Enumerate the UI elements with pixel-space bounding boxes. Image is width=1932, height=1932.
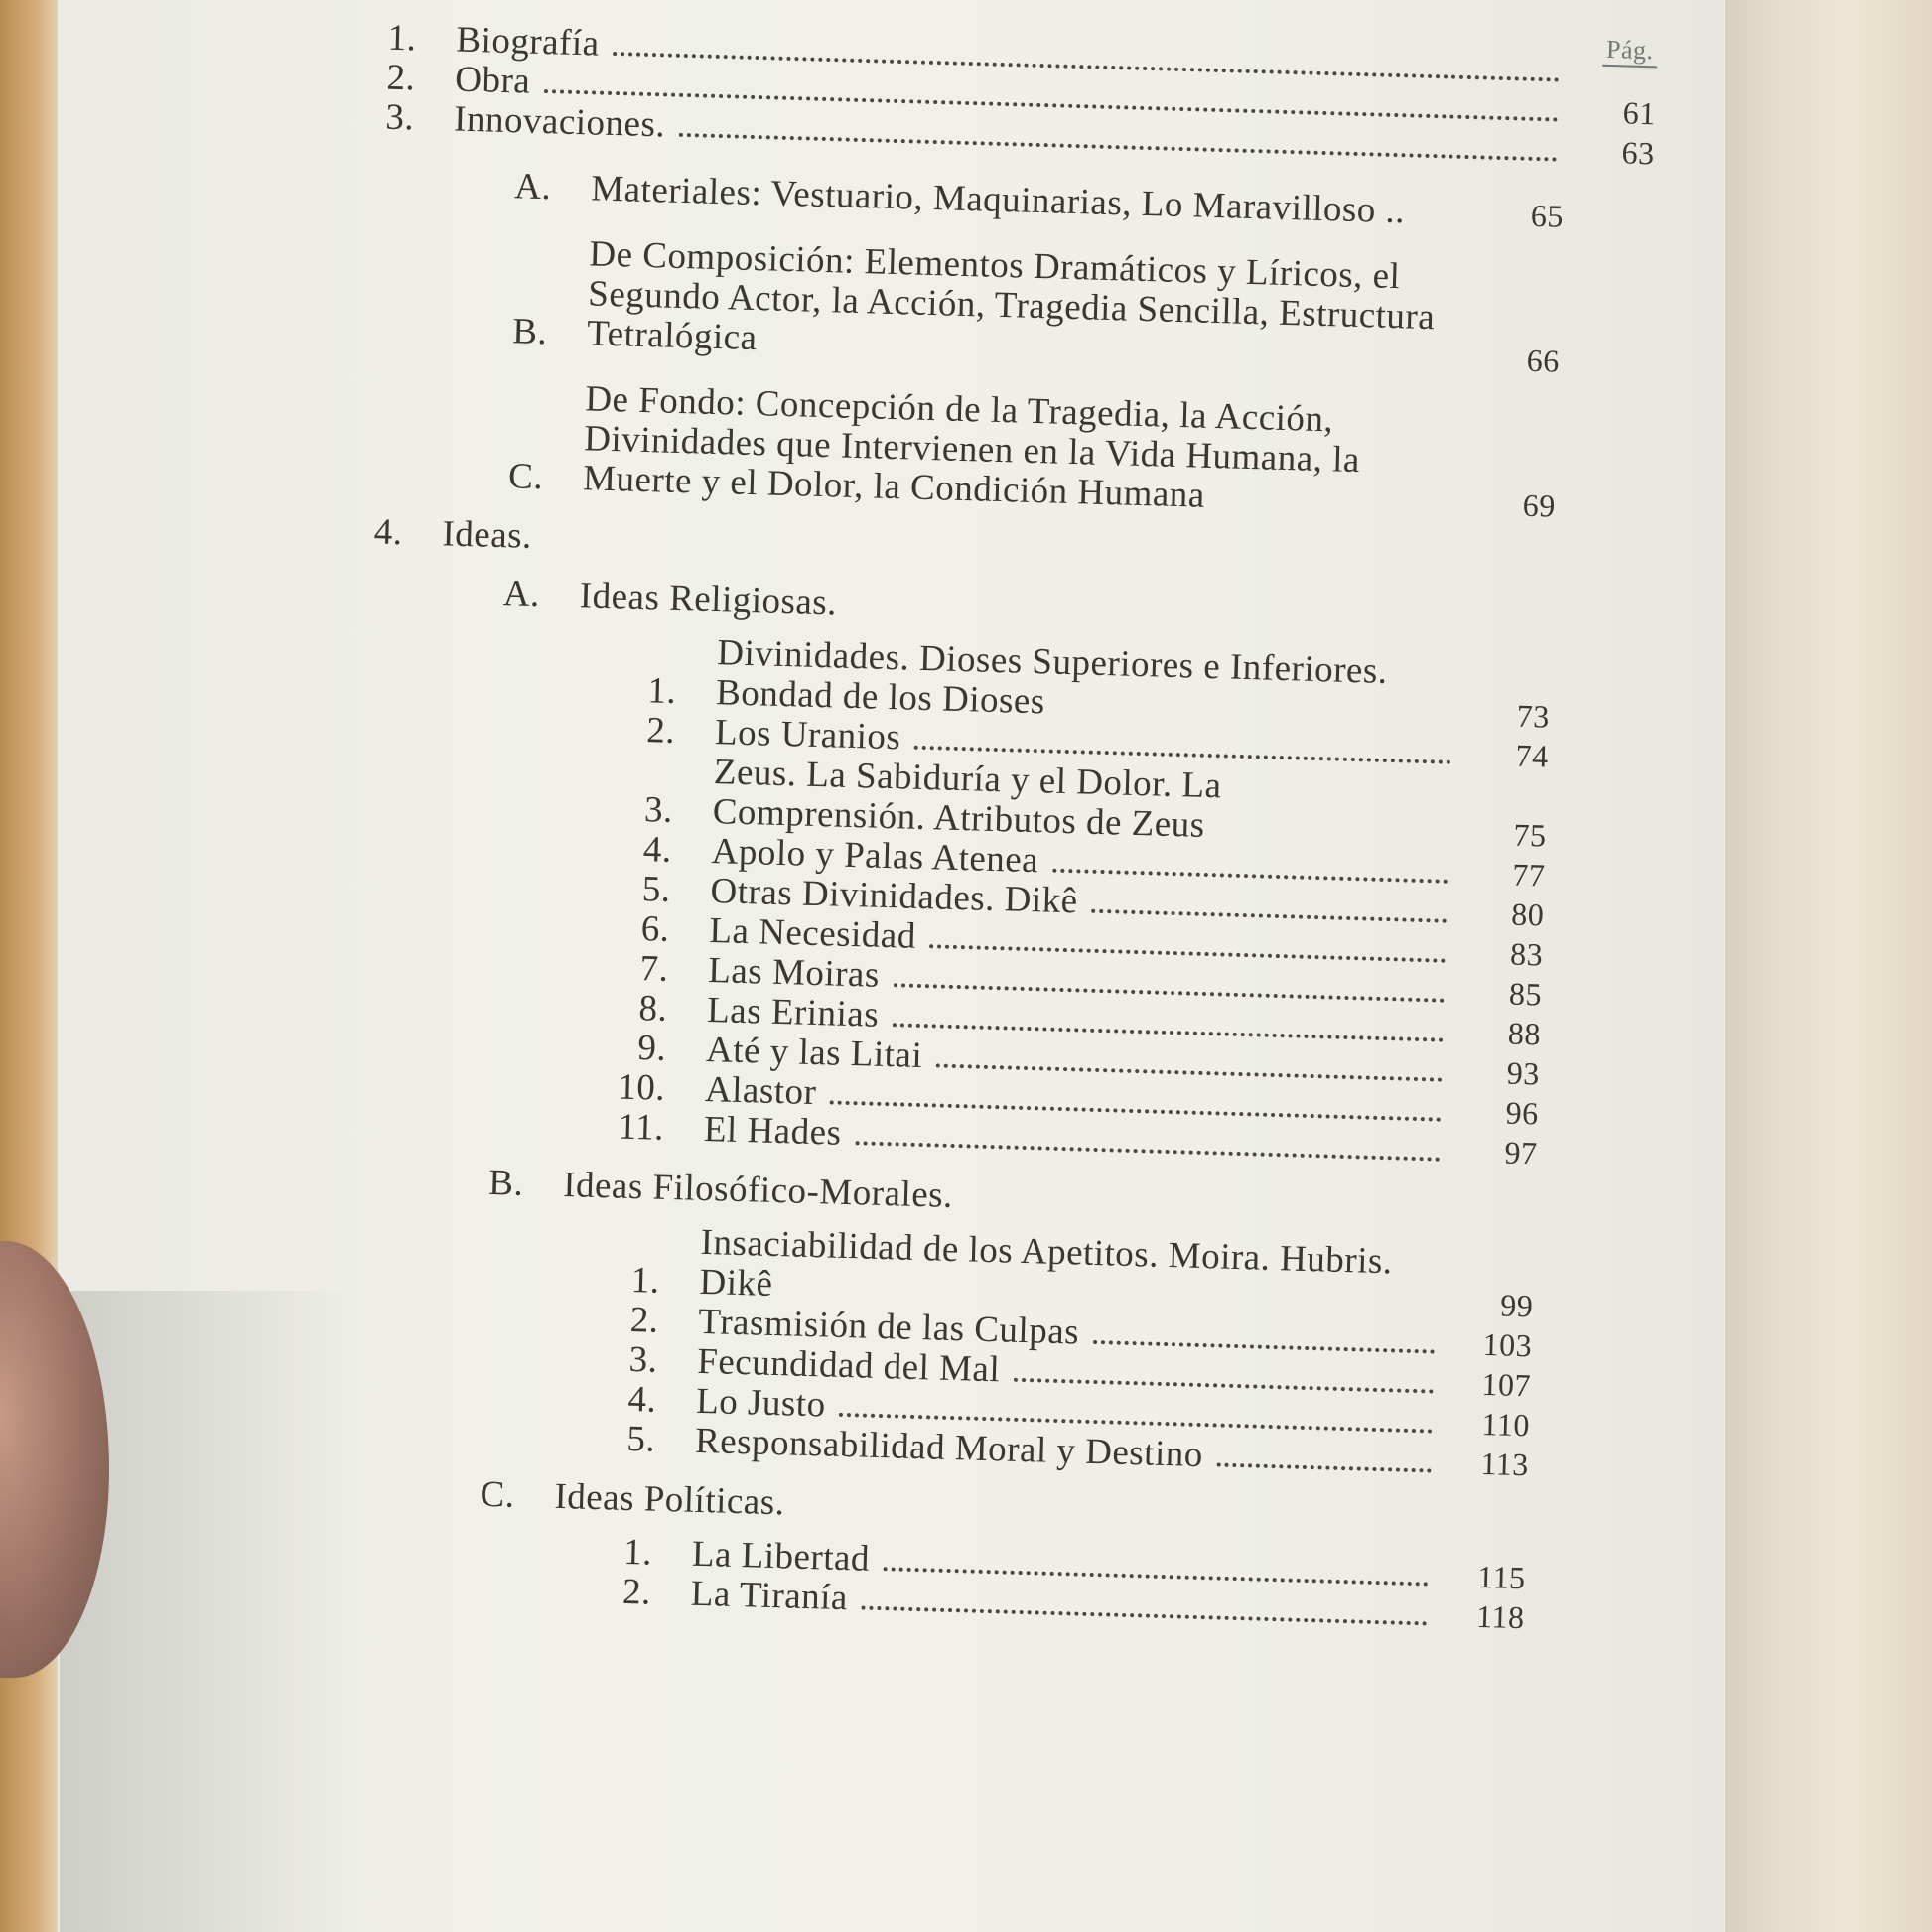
toc-entry-title <box>442 514 1555 585</box>
toc-entry-title-text: Alastor <box>704 1068 817 1114</box>
toc-entry-title-text: El Hades <box>703 1108 843 1154</box>
toc-entry-page: 115 <box>1476 1558 1527 1596</box>
toc-entry-number: A. <box>513 166 552 208</box>
toc-entry-title <box>563 1166 1448 1230</box>
toc-entry-title-text: Responsabilidad Moral y Destino <box>694 1420 1204 1476</box>
toc-entry-number: 11. <box>617 1106 665 1149</box>
toc-entry <box>408 229 1563 380</box>
toc-entry-title-text: Ideas. <box>441 513 533 557</box>
toc-entry-number: B. <box>511 311 548 353</box>
toc-entry-number: 3. <box>643 789 674 831</box>
toc-entry-number: 7. <box>639 948 669 990</box>
facing-page-edge <box>1725 0 1932 1932</box>
dot-leader <box>1014 1376 1434 1394</box>
toc-entry-number: 3. <box>628 1338 658 1381</box>
toc-entry-number: 4. <box>642 829 673 871</box>
toc-entry-page: 65 <box>1530 197 1565 234</box>
toc-entry-title <box>587 234 1473 378</box>
toc-entry-page: 74 <box>1515 737 1550 774</box>
toc-entry-number: 4. <box>373 511 404 554</box>
toc-entry-title-text: Divinidades. Dioses Superiores e Inferiores. Bondad de los Dioses <box>715 632 1389 723</box>
toc-entry-number: 5. <box>625 1418 656 1460</box>
thumb-shadow <box>60 1291 357 1932</box>
toc-entry-number: C. <box>507 456 544 498</box>
toc-entry-page: 97 <box>1504 1134 1539 1172</box>
toc-entry-page: 63 <box>1621 134 1656 172</box>
toc-entry-title-text: Apolo y Palas Atenea <box>711 831 1039 882</box>
toc-entry-title-text: Los Uranios <box>714 712 901 759</box>
toc-entry <box>412 164 1565 235</box>
toc-entry-title-text: Innovaciones. <box>453 98 666 146</box>
toc-entry-number: 4. <box>626 1378 657 1421</box>
toc-entry-number: B. <box>487 1162 524 1204</box>
dot-leader <box>1216 1461 1431 1473</box>
toc-entry-title-text: Lo Justo <box>695 1380 827 1426</box>
toc-entry-number: 1. <box>646 670 677 712</box>
toc-entry-page: 66 <box>1526 342 1561 379</box>
toc-entry-page <box>1446 1230 1535 1233</box>
toc-entry-page: 88 <box>1507 1015 1542 1052</box>
toc-entry-title-text: Ideas Políticas. <box>553 1475 786 1524</box>
toc-entry-page: 99 <box>1499 1287 1534 1324</box>
toc-entry-title-text: La Libertad <box>691 1533 871 1580</box>
toc-entry-title-text: Ideas Filosófico-Morales. <box>562 1165 954 1216</box>
toc-entry-title-text: Trasmisión de las Culpas <box>697 1301 1080 1353</box>
toc-entry-page: 96 <box>1505 1094 1540 1132</box>
toc-entry-page: 75 <box>1513 816 1547 854</box>
toc-entry-title-text: De Fondo: Concepción de la Tragedia, la Acción, Divinidades que Intervienen en la Vida Humana, la Muerte y el Dolor, la Condición Humana <box>582 378 1361 516</box>
toc-entry-page <box>1554 586 1643 589</box>
toc-rows <box>373 17 1657 1640</box>
page-column-header: Pág. <box>1602 35 1658 69</box>
toc-entry-number: 1. <box>387 17 418 60</box>
toc-entry-number: A. <box>502 573 541 616</box>
table-of-contents <box>373 17 1657 1640</box>
toc-entry-page: 61 <box>1622 94 1657 132</box>
toc-entry-number: 2. <box>645 710 676 752</box>
toc-entry-number: 9. <box>636 1028 667 1069</box>
toc-entry-title-text: Zeus. La Sabiduría y el Dolor. La Comprensión. Atributos de Zeus <box>712 752 1223 846</box>
toc-entry-page: 93 <box>1506 1054 1541 1092</box>
toc-entry-page <box>1462 640 1552 643</box>
toc-entry-page <box>1438 1542 1527 1545</box>
toc-entry <box>404 374 1559 525</box>
toc-entry-number: 1. <box>630 1259 661 1302</box>
toc-entry-number: 10. <box>617 1066 666 1109</box>
dot-leader <box>1091 907 1447 923</box>
toc-entry-number: 1. <box>622 1531 653 1574</box>
toc-entry-number: 2. <box>621 1571 652 1613</box>
dot-leader <box>679 131 1558 162</box>
toc-entry-title-text: Las Erinias <box>706 989 880 1035</box>
toc-entry-page: 69 <box>1522 486 1557 524</box>
dot-leader <box>1093 1338 1435 1354</box>
toc-entry-title-text: Materiales: Vestuario, Maquinarias, Lo Maravilloso .. <box>590 168 1406 232</box>
toc-entry-title-text: Obra <box>454 59 531 102</box>
toc-entry-number: 6. <box>640 908 671 950</box>
toc-entry-page: 77 <box>1511 856 1546 894</box>
toc-entry-title-text: De Composición: Elementos Dramáticos y Líricos, el Segundo Actor, la Acción, Tragedia Sencilla, Estructura Tetralógica <box>586 233 1436 359</box>
toc-entry-number: 2. <box>629 1299 660 1341</box>
toc-entry-number: 5. <box>641 869 672 910</box>
toc-entry-title-text: Insaciabilidad de los Apetitos. Moira. Hubris. Dikê <box>699 1221 1394 1305</box>
toc-entry-page: 113 <box>1479 1445 1530 1483</box>
toc-entry-title-text: Biografía <box>455 19 601 65</box>
toc-entry-title <box>579 576 1463 640</box>
toc-entry-title-text: Ideas Religiosas. <box>579 575 838 623</box>
dot-leader <box>1052 867 1448 884</box>
toc-entry-number: 8. <box>637 988 668 1030</box>
toc-entry-title-text: Até y las Litai <box>705 1029 923 1077</box>
toc-entry-page: 110 <box>1481 1405 1531 1444</box>
toc-entry-title-text: Fecundidad del Mal <box>696 1340 1001 1391</box>
toc-entry-title <box>583 379 1469 523</box>
toc-entry-page: 85 <box>1508 975 1543 1013</box>
toc-entry-title-text: Otras Divinidades. Dikê <box>710 871 1079 922</box>
toc-entry-page: 103 <box>1482 1325 1533 1364</box>
toc-entry-page: 107 <box>1481 1365 1532 1404</box>
toc-entry-number: 2. <box>386 57 416 99</box>
toc-entry-page: 83 <box>1509 935 1544 973</box>
toc-entry-page: 118 <box>1475 1597 1525 1636</box>
toc-entry-page: 73 <box>1516 697 1551 735</box>
toc-entry-page: 80 <box>1510 896 1545 933</box>
toc-entry-title-text: La Necesidad <box>708 910 917 957</box>
dot-leader <box>855 1139 1440 1161</box>
toc-entry-title <box>591 169 1475 233</box>
toc-entry-number: C. <box>480 1473 516 1516</box>
toc-entry-title-text: La Tiranía <box>690 1573 849 1619</box>
toc-entry-title <box>554 1477 1439 1542</box>
toc-entry-title-text: Las Moiras <box>707 950 881 996</box>
toc-entry-number: 3. <box>384 96 415 139</box>
